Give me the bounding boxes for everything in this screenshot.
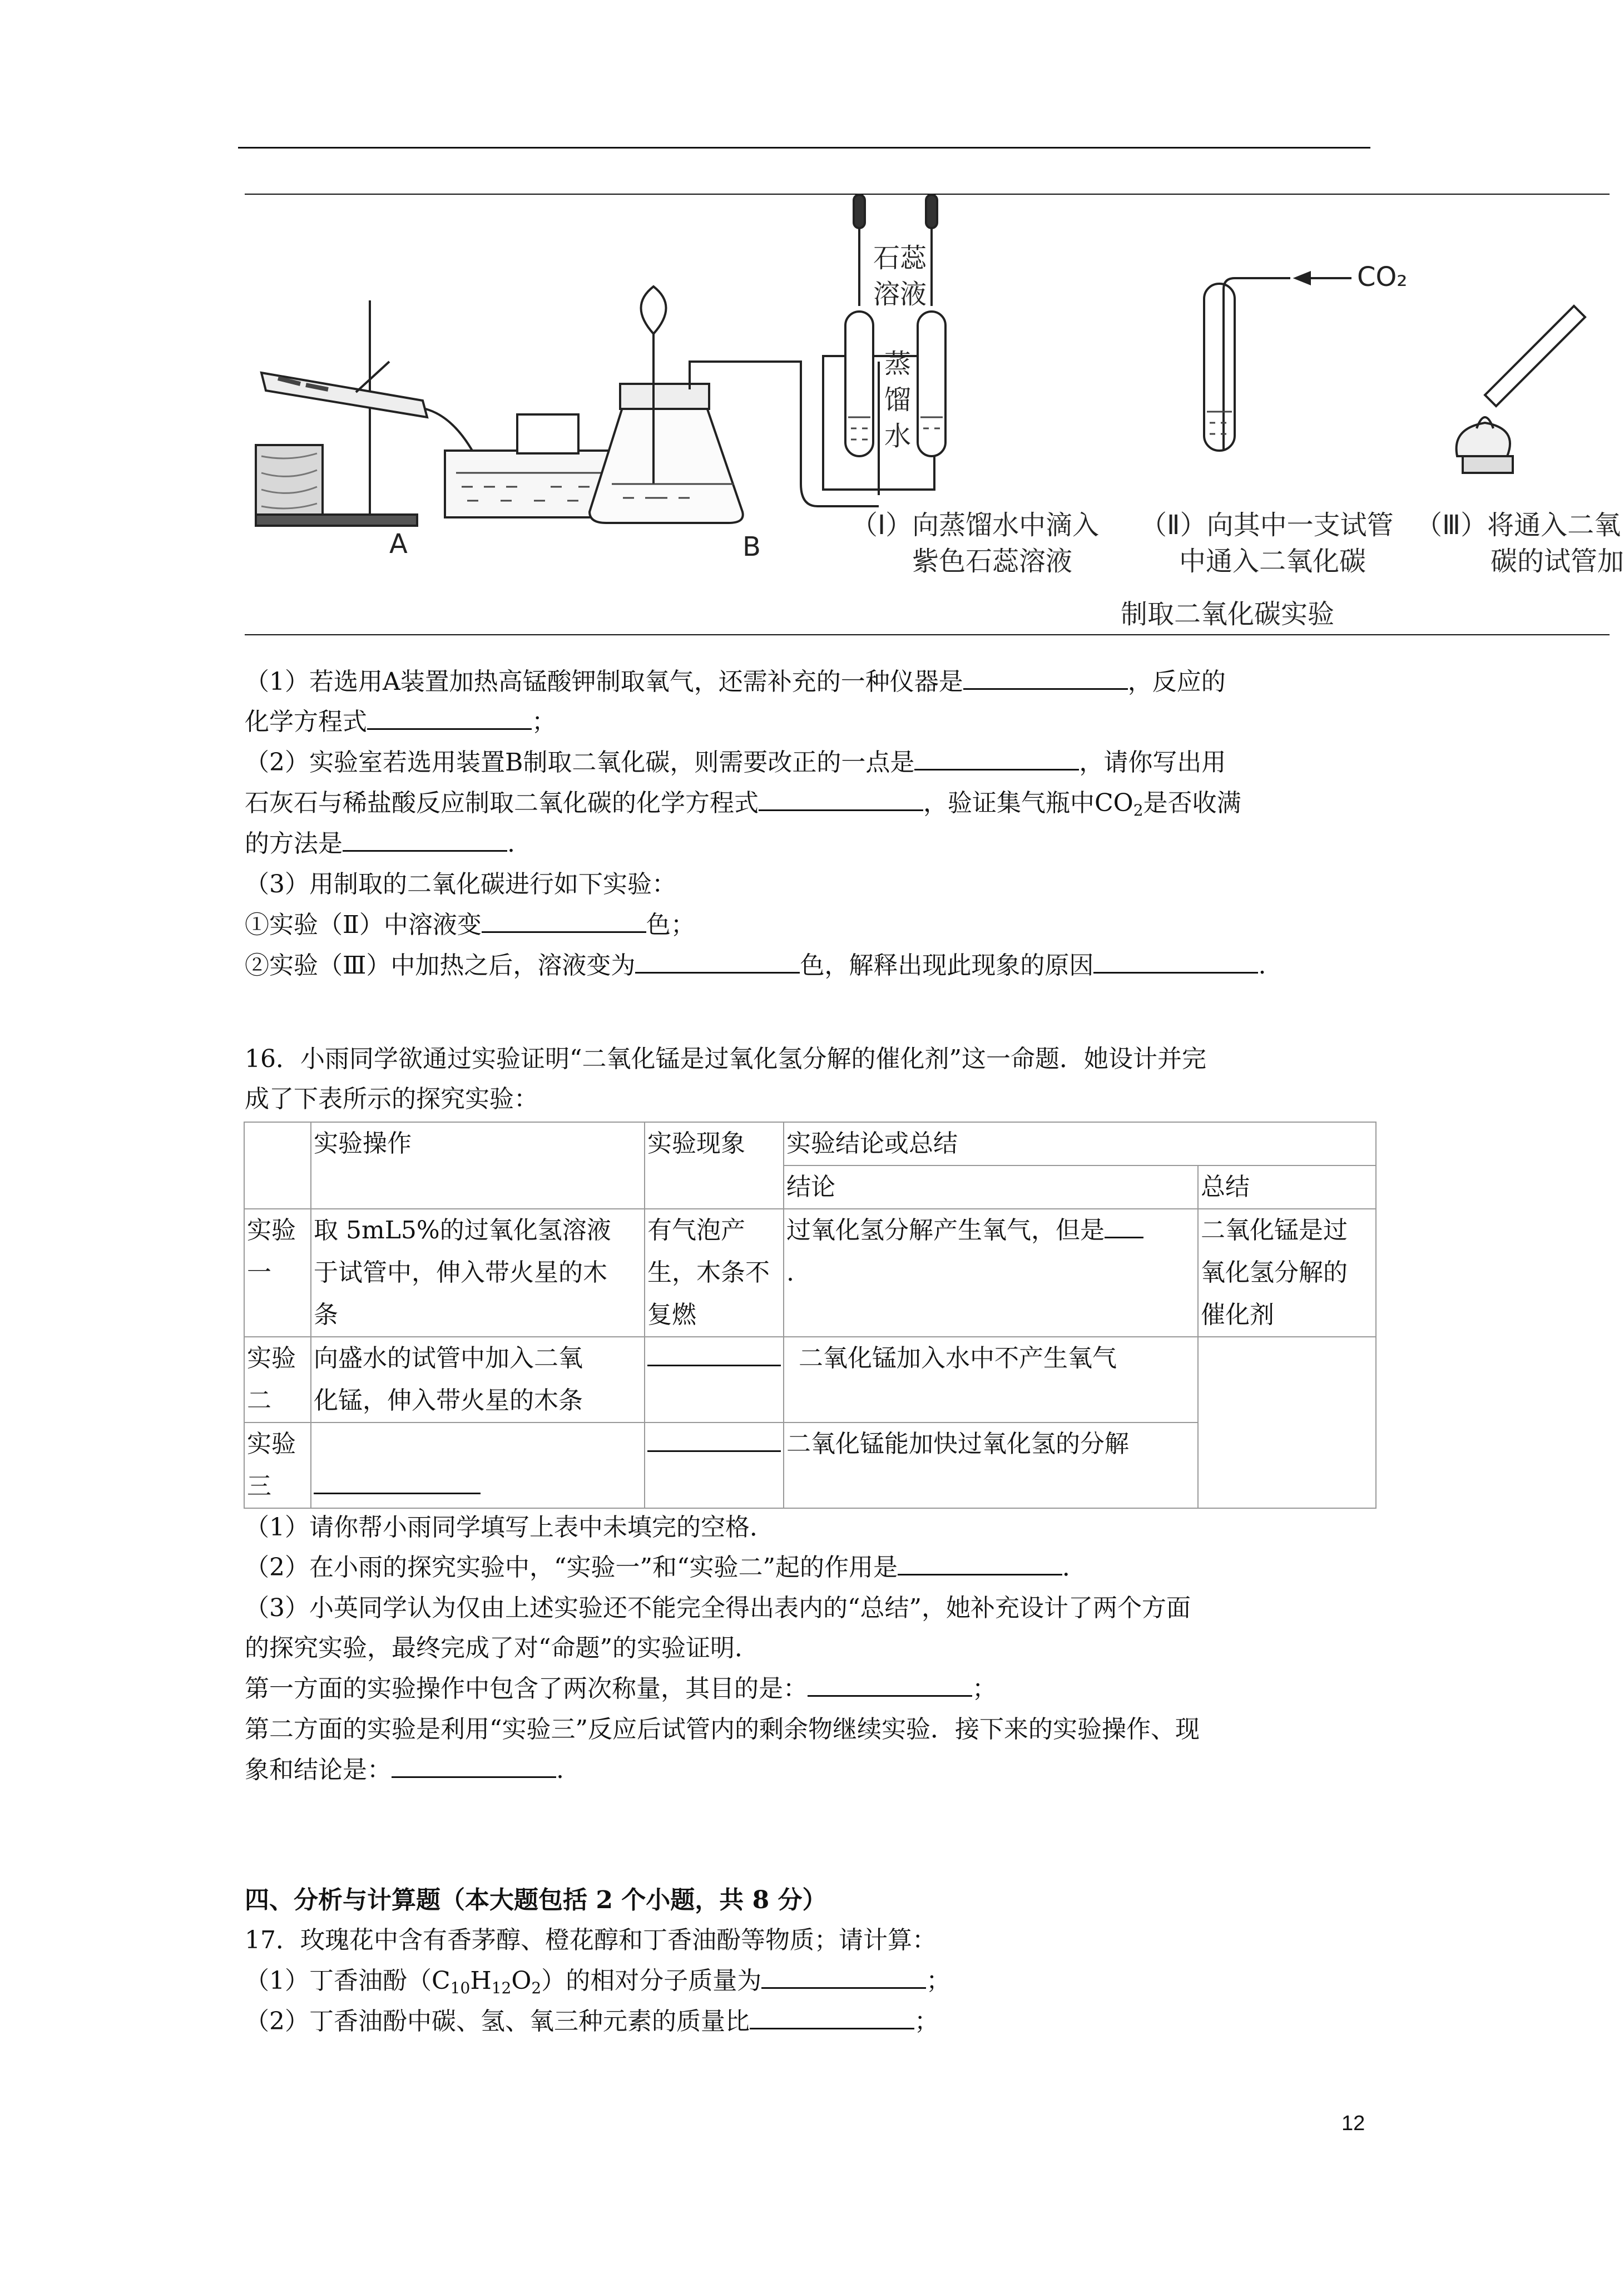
q15-p2-line2: 石灰石与稀盐酸反应制取二氧化碳的化学方程式 ，验证集气瓶中$CO_2$是否收满 — [245, 783, 1241, 831]
label-b: B — [742, 531, 761, 562]
q16-intro-2: 成了下表所示的探究实验： — [245, 1085, 538, 1113]
row1-phenomenon: 有气泡产 生，木条不 复燃 — [645, 1209, 784, 1337]
row1-operation: 取 5mL5%的过氧化氢溶液 于试管中，伸入带火星的木 条 — [311, 1209, 645, 1337]
q16-s1: （1）请你帮小雨同学填写上表中未填完的空格． — [245, 1513, 774, 1542]
q15-p3: （3）用制取的二氧化碳进行如下实验： — [245, 870, 676, 898]
q16-s2: （2）在小雨的探究实验中，“实验一”和“实验二”起的作用是 ． — [245, 1548, 1087, 1588]
q15-p2-line3: 的方法是 . — [245, 824, 515, 864]
water-label-2: 馏 — [884, 384, 912, 416]
experiment-table — [244, 1122, 1377, 1509]
q17-part2: （2）丁香油酚中碳、氢、氧三种元素的质量比 ； — [245, 2002, 939, 2042]
q17-stem: 17．玫瑰花中含有香茅醇、橙花醇和丁香油酚等物质；请计算： — [245, 1926, 937, 1954]
page-number: 12 — [1341, 2112, 1365, 2135]
header-summary: 总结 — [1198, 1165, 1376, 1209]
row1-conclusion: 过氧化氢分解产生氧气，但是 . — [784, 1209, 1198, 1337]
litmus-label-1: 石蕊 — [873, 243, 927, 274]
row2-operation: 向盛水的试管中加入二氧 化锰，伸入带火星的木条 — [311, 1337, 645, 1422]
header-rule — [238, 147, 1370, 149]
step3-line2: 碳的试管加 — [1491, 546, 1624, 577]
step2-line1: （Ⅱ）向其中一支试管 — [1140, 510, 1394, 541]
row3-operation-blank — [311, 1422, 645, 1508]
row1-summary: 二氧化锰是过 氧化氢分解的 催化剂 — [1198, 1209, 1376, 1337]
q16-s3-1: （3）小英同学认为仅由上述实验还不能完全得出表内的“总结”，她补充设计了两个方面 — [245, 1594, 1191, 1622]
row2-name: 实验 二 — [244, 1337, 311, 1422]
q17-part1: （1）丁香油酚$(C_{10}H_{12}O_2)$的相对分子质量为 ； — [245, 1961, 950, 2008]
water-label-3: 水 — [884, 421, 912, 452]
q15-p3-item1: ①实验（Ⅱ）中溶液变 色； — [245, 905, 695, 945]
label-a: A — [389, 528, 408, 560]
q16-intro-1: 16．小雨同学欲通过实验证明“二氧化锰是过氧化氢分解的催化剂”这一命题．她设计并完 — [245, 1045, 1206, 1073]
summary-empty — [1198, 1337, 1376, 1508]
figure-bottom-rule — [245, 634, 1610, 635]
row3-phenomenon-blank — [645, 1422, 784, 1508]
header-operation: 实验操作 — [311, 1122, 645, 1209]
header-phenomenon: 实验现象 — [645, 1122, 784, 1209]
water-label-1: 蒸 — [884, 348, 912, 379]
step1-line1: （Ⅰ）向蒸馏水中滴入 — [851, 510, 1100, 541]
co2-label: CO₂ — [1357, 261, 1408, 293]
row2-phenomenon-blank — [645, 1337, 784, 1422]
step3-line1: （Ⅲ）将通入二氧 — [1415, 510, 1621, 541]
q15-p3-item2: ②实验（Ⅲ）中加热之后，溶液变为 色，解释出现此现象的原因 . — [245, 946, 1266, 986]
row3-conclusion: 二氧化锰能加快过氧化氢的分解 — [784, 1422, 1198, 1508]
header-conclusion: 结论 — [784, 1165, 1198, 1209]
row2-conclusion: 二氧化锰加入水中不产生氧气 — [784, 1337, 1198, 1422]
row1-name: 实验 一 — [244, 1209, 311, 1337]
q15-p1-line2: 化学方程式 ； — [245, 702, 556, 742]
figure-caption: 制取二氧化碳实验 — [1121, 599, 1335, 630]
step1-line2: 紫色石蕊溶液 — [912, 546, 1073, 577]
litmus-label-2: 溶液 — [873, 279, 927, 310]
section4-heading: 四、分析与计算题（本大题包括 2 个小题，共 8 分） — [245, 1886, 827, 1914]
q15-p2-line1: （2）实验室若选用装置B制取二氧化碳，则需要改正的一点是 ，请你写出用 — [245, 743, 1226, 783]
q16-s3-5: 象和结论是： . — [245, 1750, 564, 1790]
q16-s3-2: 的探究实验，最终完成了对“命题”的实验证明． — [245, 1634, 759, 1662]
table-row — [244, 1209, 1376, 1337]
table-row — [244, 1337, 1376, 1422]
table-corner — [244, 1122, 311, 1209]
row3-name: 实验 三 — [244, 1422, 311, 1508]
apparatus-figure — [245, 195, 1624, 634]
step2-line2: 中通入二氧化碳 — [1179, 546, 1366, 577]
q16-s3-4: 第二方面的实验是利用“实验三”反应后试管内的剩余物继续实验．接下来的实验操作、现 — [245, 1715, 1200, 1743]
q16-s3-3: 第一方面的实验操作中包含了两次称量，其目的是： ； — [245, 1669, 997, 1709]
header-conclusion-summary: 实验结论或总结 — [784, 1122, 1376, 1165]
q15-p1-line1: （1）若选用A装置加热高锰酸钾制取氧气，还需补充的一种仪器是 ，反应的 — [245, 662, 1226, 702]
